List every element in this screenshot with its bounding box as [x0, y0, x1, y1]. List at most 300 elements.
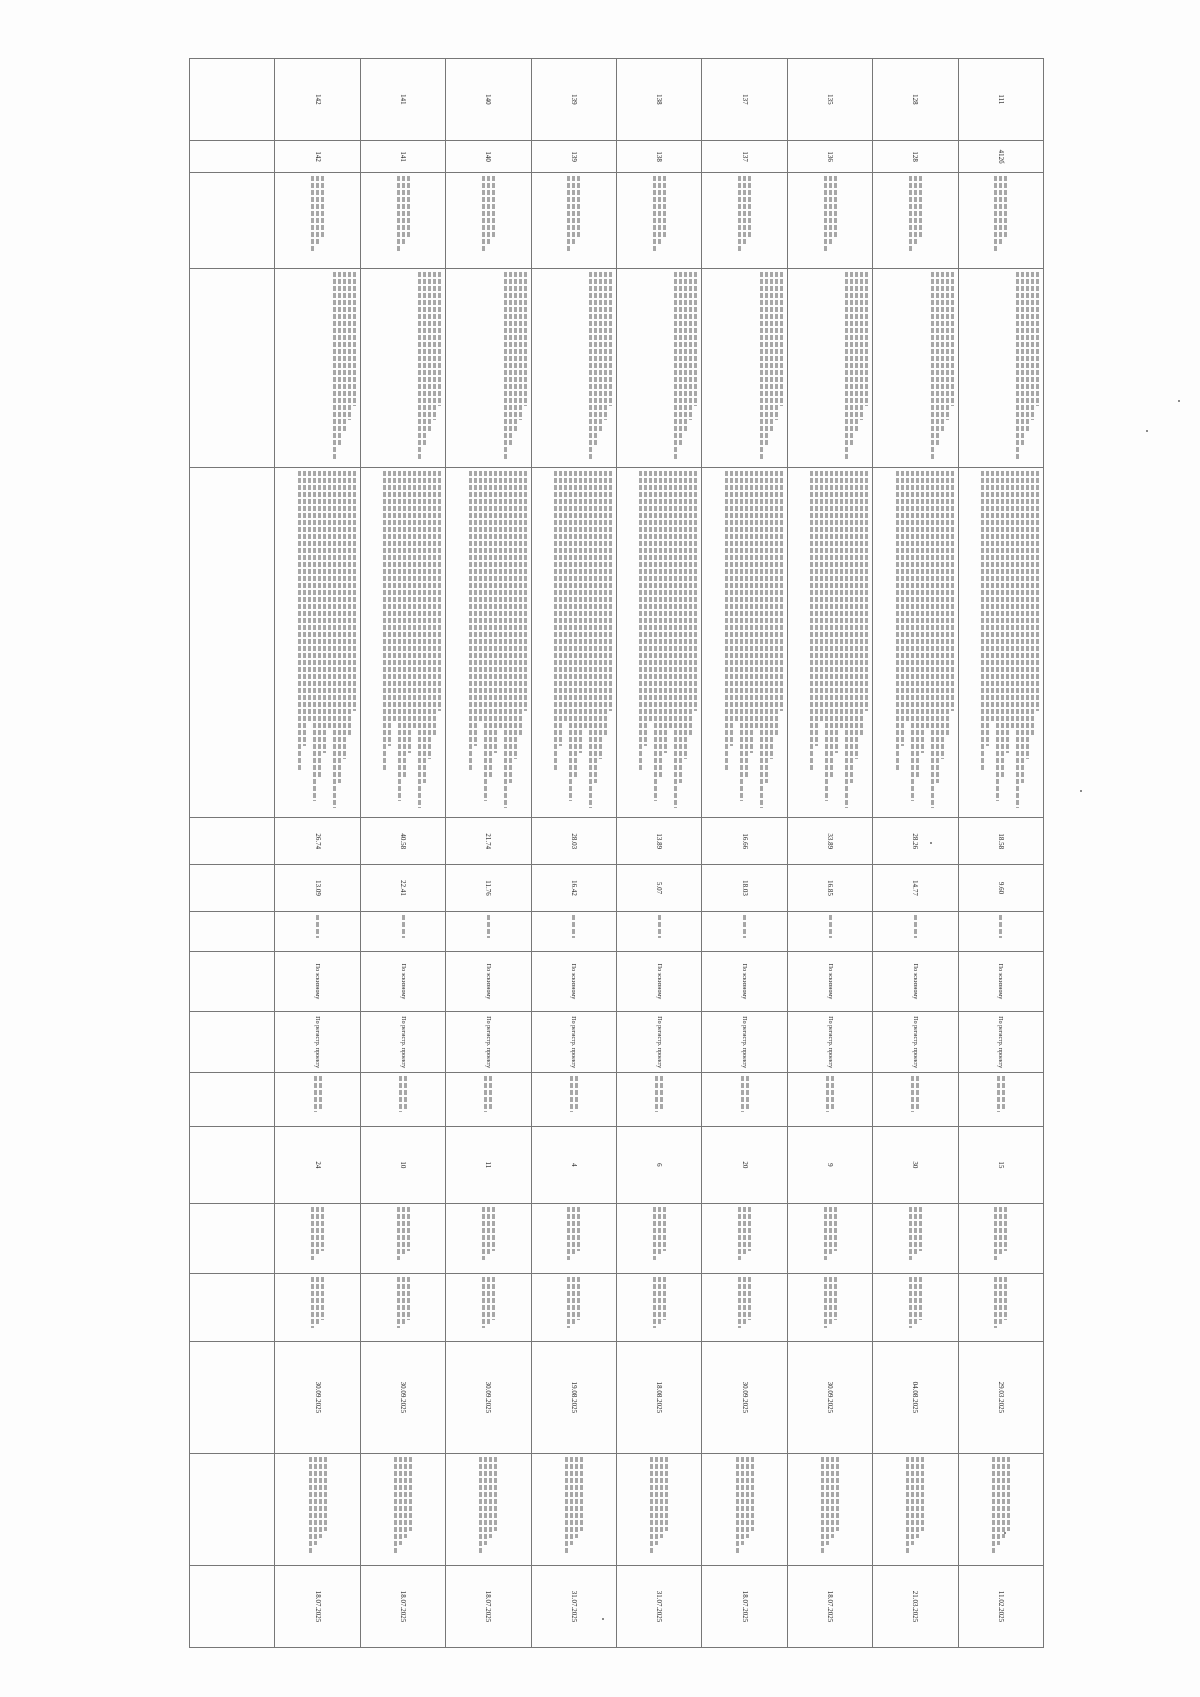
illegible-text-line [689, 471, 692, 735]
owner-cell [531, 173, 616, 269]
description-cell [531, 269, 616, 468]
illegible-text-line [333, 471, 336, 808]
illegible-text-line [1004, 176, 1007, 238]
illegible-text-line [599, 272, 602, 433]
date-cell-text: 18.07.2025 [399, 1590, 408, 1623]
status-cell-text: По эскизному [570, 963, 577, 1000]
illegible-text-line [482, 1277, 485, 1328]
scan-speck [602, 1618, 604, 1620]
date-cell [702, 1341, 787, 1453]
area-value [617, 818, 702, 865]
illegible-text-line [348, 272, 351, 420]
date-cell [275, 1566, 360, 1648]
category-cell [446, 1073, 531, 1127]
illegible-text-line [524, 471, 527, 711]
count-value-text: 30 [911, 1161, 920, 1169]
count-value [702, 1126, 787, 1203]
illegible-text-line [999, 1207, 1002, 1256]
illegible-text-line [738, 1277, 741, 1328]
illegible-text-line [393, 471, 396, 722]
count-value-text: 9 [826, 1163, 835, 1167]
illegible-text-line [860, 471, 863, 735]
illegible-text-line [855, 471, 858, 760]
area-value [275, 818, 360, 865]
date-cell-text: 31.07.2025 [569, 1590, 578, 1623]
illegible-text-line [438, 471, 441, 711]
row-number [787, 59, 872, 141]
price-value [531, 865, 616, 912]
illegible-text-line [855, 272, 858, 433]
project-status-cell [360, 1012, 445, 1073]
illegible-text-line [348, 471, 351, 735]
illegible-text-line [409, 1457, 412, 1531]
date-cell [787, 1341, 872, 1453]
applicant-cell [787, 1453, 872, 1565]
date-cell-text: 30.09.2025 [399, 1381, 408, 1414]
illegible-text-line [479, 1457, 482, 1553]
sequence-number [531, 140, 616, 173]
sequence-number [360, 140, 445, 173]
category-cell [617, 1073, 702, 1127]
illegible-text-line [689, 272, 692, 420]
details-cell [446, 467, 531, 818]
empty-cell [190, 818, 275, 865]
description-cell [787, 269, 872, 468]
empty-cell [190, 59, 275, 141]
date-cell-text: 30.09.2025 [313, 1381, 322, 1414]
illegible-text-line [572, 1207, 575, 1256]
empty-cell [190, 951, 275, 1012]
illegible-text-line [338, 272, 341, 446]
count-value [787, 1126, 872, 1203]
price-value [617, 865, 702, 912]
date-cell-text: 18.07.2025 [740, 1590, 749, 1623]
illegible-text-line [831, 1076, 834, 1109]
illegible-text-line [836, 1457, 839, 1531]
illegible-text-line [649, 471, 652, 722]
status-cell [360, 951, 445, 1012]
illegible-text-line [589, 471, 592, 808]
status-cell-text: По эскизному [997, 963, 1004, 1000]
register-row-empty [190, 59, 275, 1648]
illegible-text-line [509, 471, 512, 784]
category-cell [531, 1073, 616, 1127]
illegible-text-line [298, 471, 301, 770]
description-cell [275, 269, 360, 468]
illegible-text-line [311, 1277, 314, 1328]
illegible-text-line [1021, 272, 1024, 446]
illegible-text-line [654, 471, 657, 801]
status-cell [617, 951, 702, 1012]
illegible-text-line [750, 471, 753, 753]
empty-cell [190, 1453, 275, 1565]
illegible-text-line [565, 1457, 568, 1553]
illegible-text-line [658, 915, 661, 938]
illegible-text-line [738, 176, 741, 251]
illegible-text-line [994, 176, 997, 251]
misc-value-cell [275, 911, 360, 951]
illegible-text-line [423, 272, 426, 446]
date-cell-text: 11.02.2025 [996, 1590, 1005, 1623]
row-number [275, 59, 360, 141]
illegible-text-line [650, 1457, 653, 1553]
illegible-text-line [911, 1076, 914, 1112]
illegible-text-line [402, 1277, 405, 1324]
sequence-number-text: 137 [740, 151, 749, 162]
applicant-cell [958, 1453, 1043, 1565]
illegible-text-line [775, 471, 778, 735]
description-cell [360, 269, 445, 468]
scan-speck [1080, 790, 1082, 792]
area-value [873, 818, 958, 865]
illegible-text-line [489, 1076, 492, 1109]
illegible-text-line [311, 1207, 314, 1260]
illegible-text-line [438, 272, 441, 406]
register-row [787, 59, 872, 1648]
sequence-number-text: 141 [399, 151, 408, 162]
price-value-text: 13.09 [313, 880, 322, 896]
count-value-text: 4 [569, 1163, 578, 1167]
illegible-text-line [741, 1076, 744, 1112]
date-cell-text: 18.07.2025 [484, 1590, 493, 1623]
illegible-text-line [725, 471, 728, 770]
price-value [787, 865, 872, 912]
applicant-cell [617, 1453, 702, 1565]
illegible-text-line [916, 1076, 919, 1109]
price-value [275, 865, 360, 912]
row-number-text: 140 [484, 94, 493, 105]
count-value [617, 1126, 702, 1203]
illegible-text-line [740, 471, 743, 801]
illegible-text-line [999, 1277, 1002, 1324]
empty-cell [190, 1341, 275, 1453]
illegible-text-line [407, 176, 410, 238]
count-value [873, 1126, 958, 1203]
illegible-text-line [746, 1457, 749, 1538]
row-number-text: 111 [996, 94, 1005, 105]
illegible-text-line [433, 471, 436, 735]
status-cell [446, 951, 531, 1012]
misc-value-cell [958, 911, 1043, 951]
illegible-text-line [997, 1457, 1000, 1545]
illegible-text-line [994, 1207, 997, 1260]
illegible-text-line [951, 471, 954, 711]
illegible-text-line [492, 1277, 495, 1320]
illegible-text-line [999, 915, 1002, 938]
sequence-number [275, 140, 360, 173]
illegible-text-line [658, 176, 661, 244]
empty-cell [190, 269, 275, 468]
illegible-text-line [986, 471, 989, 746]
illegible-text-line [658, 1207, 661, 1256]
illegible-text-line [388, 471, 391, 746]
illegible-text-line [679, 471, 682, 784]
illegible-text-line [569, 471, 572, 801]
row-number [360, 59, 445, 141]
illegible-text-line [554, 471, 557, 770]
status-cell [275, 951, 360, 1012]
illegible-text-line [398, 471, 401, 801]
illegible-text-line [559, 471, 562, 746]
scan-speck [1004, 1532, 1006, 1534]
register-row [873, 59, 958, 1648]
illegible-text-line [743, 1277, 746, 1324]
illegible-text-line [570, 1076, 573, 1112]
illegible-text-line [567, 176, 570, 251]
illegible-text-line [599, 471, 602, 760]
illegible-text-line [484, 471, 487, 801]
illegible-text-line [746, 1076, 749, 1109]
category-cell [787, 1073, 872, 1127]
illegible-text-line [1006, 471, 1009, 753]
status-cell [958, 951, 1043, 1012]
illegible-text-line [318, 471, 321, 777]
illegible-text-line [314, 1076, 317, 1112]
illegible-text-line [399, 1457, 402, 1545]
illegible-text-line [639, 471, 642, 770]
date-cell-text: 18.07.2025 [313, 1590, 322, 1623]
price-value [702, 865, 787, 912]
illegible-text-line [736, 1457, 739, 1553]
classification-cell [617, 1203, 702, 1273]
price-value-text: 18.03 [740, 880, 749, 896]
illegible-text-line [906, 1457, 909, 1553]
illegible-text-line [383, 471, 386, 770]
illegible-text-line [567, 1277, 570, 1328]
empty-cell [190, 173, 275, 269]
description-cell [958, 269, 1043, 468]
classification-cell [787, 1203, 872, 1273]
illegible-text-line [653, 1207, 656, 1260]
status-cell [873, 951, 958, 1012]
status-cell-text: По эскизному [655, 963, 662, 1000]
illegible-text-line [674, 272, 677, 460]
illegible-text-line [760, 471, 763, 808]
illegible-text-line [333, 272, 336, 460]
illegible-text-line [765, 272, 768, 446]
illegible-text-line [981, 471, 984, 770]
price-value [446, 865, 531, 912]
area-value [787, 818, 872, 865]
illegible-text-line [399, 1076, 402, 1112]
illegible-text-line [577, 176, 580, 238]
illegible-text-line [313, 471, 316, 801]
illegible-text-line [589, 272, 592, 460]
illegible-text-line [407, 1207, 410, 1251]
price-value [360, 865, 445, 912]
date-cell [617, 1566, 702, 1648]
area-value-text: 33.89 [826, 833, 835, 850]
illegible-text-line [343, 471, 346, 760]
illegible-text-line [760, 272, 763, 460]
description-cell [617, 269, 702, 468]
illegible-text-line [1004, 1277, 1007, 1320]
project-status-cell [787, 1012, 872, 1073]
status-cell-text: По эскизному [484, 963, 491, 1000]
date-cell [446, 1341, 531, 1453]
illegible-text-line [397, 176, 400, 251]
illegible-text-line [770, 471, 773, 760]
purpose-cell [617, 1274, 702, 1342]
purpose-cell [360, 1274, 445, 1342]
illegible-text-line [499, 471, 502, 729]
classification-cell [702, 1203, 787, 1273]
illegible-text-line [1007, 1457, 1010, 1531]
illegible-text-line [1016, 272, 1019, 460]
illegible-text-line [609, 471, 612, 711]
row-number [873, 59, 958, 141]
illegible-text-line [663, 1277, 666, 1320]
date-cell [275, 1341, 360, 1453]
misc-value-cell [702, 911, 787, 951]
owner-cell [360, 173, 445, 269]
price-value-text: 14.77 [911, 880, 920, 896]
illegible-text-line [575, 1076, 578, 1109]
illegible-text-line [492, 176, 495, 238]
status-cell [787, 951, 872, 1012]
register-row [275, 59, 360, 1648]
illegible-text-line [514, 272, 517, 433]
price-value-text: 16.42 [569, 880, 578, 896]
owner-cell [787, 173, 872, 269]
sequence-number [617, 140, 702, 173]
status-cell-text: По эскизному [911, 963, 918, 1000]
illegible-text-line [408, 471, 411, 753]
illegible-text-line [775, 272, 778, 420]
illegible-text-line [1021, 471, 1024, 784]
illegible-text-line [829, 1277, 832, 1324]
illegible-text-line [519, 272, 522, 420]
area-value-text: 16.66 [740, 833, 749, 850]
area-value-text: 28.26 [911, 833, 920, 850]
details-cell [787, 467, 872, 818]
illegible-text-line [860, 272, 863, 420]
illegible-text-line [850, 471, 853, 784]
illegible-text-line [914, 915, 917, 938]
owner-cell [873, 173, 958, 269]
area-value-text: 13.89 [655, 833, 664, 850]
illegible-text-line [572, 915, 575, 938]
illegible-text-line [524, 272, 527, 406]
project-status-cell-text: По регистр. проекту [655, 1016, 662, 1069]
illegible-text-line [308, 471, 311, 722]
illegible-text-line [514, 471, 517, 760]
illegible-text-line [428, 471, 431, 760]
illegible-text-line [482, 176, 485, 251]
category-cell [360, 1073, 445, 1127]
row-number-text: 137 [740, 94, 749, 105]
illegible-text-line [999, 176, 1002, 244]
category-cell [958, 1073, 1043, 1127]
illegible-text-line [604, 471, 607, 735]
illegible-text-line [694, 272, 697, 406]
count-value-text: 11 [484, 1161, 493, 1169]
purpose-cell [275, 1274, 360, 1342]
illegible-text-line [492, 1207, 495, 1251]
classification-cell [360, 1203, 445, 1273]
status-cell [531, 951, 616, 1012]
price-value [958, 865, 1043, 912]
project-status-cell [958, 1012, 1043, 1073]
owner-cell [958, 173, 1043, 269]
illegible-text-line [319, 1457, 322, 1538]
sequence-number [702, 140, 787, 173]
illegible-text-line [830, 471, 833, 777]
illegible-text-line [748, 1277, 751, 1320]
price-value [873, 865, 958, 912]
illegible-text-line [914, 1207, 917, 1256]
date-cell [360, 1566, 445, 1648]
date-cell [873, 1341, 958, 1453]
illegible-text-line [1031, 272, 1034, 420]
illegible-text-line [865, 272, 868, 406]
empty-cell [190, 1126, 275, 1203]
illegible-text-line [663, 1207, 666, 1251]
owner-cell [446, 173, 531, 269]
illegible-text-line [743, 176, 746, 244]
illegible-text-line [829, 176, 832, 244]
illegible-text-line [770, 272, 773, 433]
sequence-number-text: 140 [484, 151, 493, 162]
empty-cell [190, 1203, 275, 1273]
illegible-text-line [402, 176, 405, 244]
illegible-text-line [580, 1457, 583, 1531]
details-cell [958, 467, 1043, 818]
illegible-text-line [829, 1207, 832, 1256]
illegible-text-line [1001, 471, 1004, 777]
project-status-cell-text: По регистр. проекту [911, 1016, 918, 1069]
project-status-cell-text: По регистр. проекту [997, 1016, 1004, 1069]
illegible-text-line [311, 176, 314, 251]
illegible-text-line [328, 471, 331, 729]
misc-value-cell [787, 911, 872, 951]
project-status-cell-text: По регистр. проекту [570, 1016, 577, 1069]
illegible-text-line [509, 272, 512, 446]
illegible-text-line [418, 471, 421, 808]
count-value-text: 10 [399, 1161, 408, 1169]
illegible-text-line [594, 471, 597, 784]
illegible-text-line [519, 471, 522, 735]
empty-cell [190, 911, 275, 951]
illegible-text-line [825, 471, 828, 801]
illegible-text-line [997, 1076, 1000, 1112]
illegible-text-line [309, 1457, 312, 1553]
applicant-cell [702, 1453, 787, 1565]
purpose-cell [958, 1274, 1043, 1342]
register-row [531, 59, 616, 1648]
illegible-text-line [579, 471, 582, 753]
area-value-text: 40.58 [399, 833, 408, 850]
date-cell [958, 1566, 1043, 1648]
scan-speck [930, 842, 932, 844]
illegible-text-line [1031, 471, 1034, 735]
illegible-text-line [402, 1207, 405, 1256]
scan-speck [1146, 430, 1148, 432]
illegible-text-line [679, 272, 682, 446]
register-row [702, 59, 787, 1648]
illegible-text-line [914, 176, 917, 244]
project-status-cell [873, 1012, 958, 1073]
illegible-text-line [936, 272, 939, 446]
illegible-text-line [991, 471, 994, 722]
illegible-text-line [423, 471, 426, 784]
illegible-text-line [911, 1457, 914, 1545]
illegible-text-line [574, 471, 577, 777]
illegible-text-line [941, 471, 944, 760]
count-value [275, 1126, 360, 1203]
applicant-cell [360, 1453, 445, 1565]
illegible-text-line [684, 272, 687, 433]
